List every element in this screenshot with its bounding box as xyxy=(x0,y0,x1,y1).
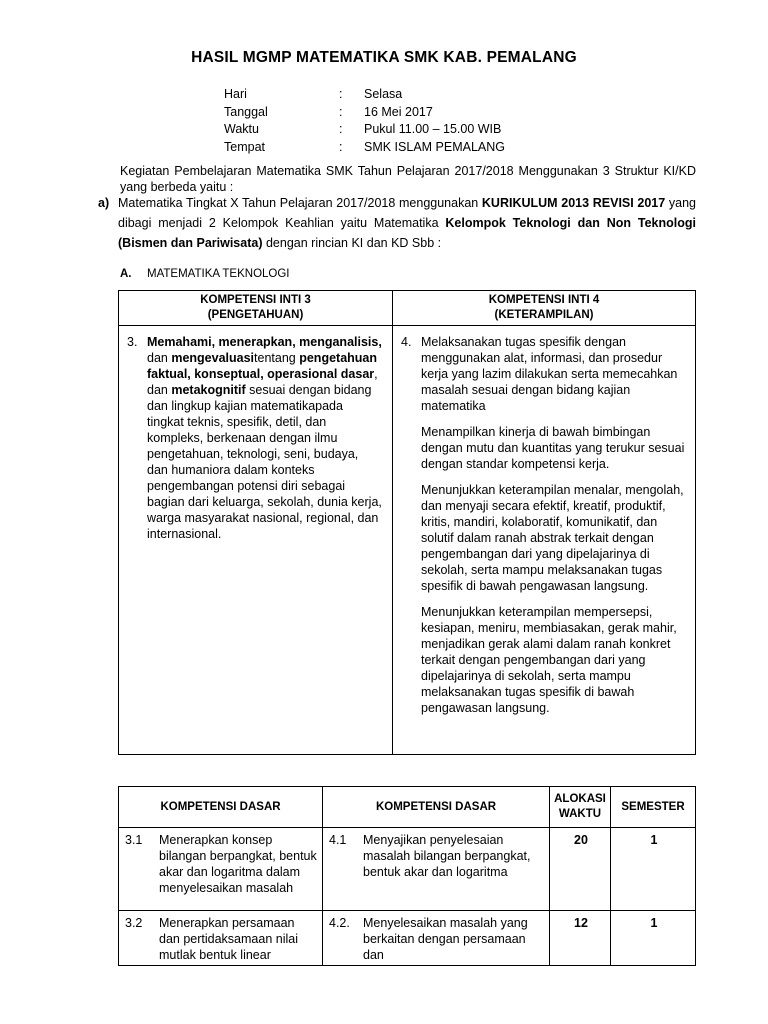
ki4-paragraph: Melaksanakan tugas spesifik dengan menggunakan alat, informasi, dan prosedur kerja yang lazim dilakukan serta memecahkan masalah sesuai dengan bidang kajian matematika xyxy=(421,335,678,413)
kd-text: Menyajikan penyelesaian masalah bilangan berpangkat, bentuk akar dan logaritma xyxy=(363,833,531,879)
ki4-paragraph: Menampilkan kinerja di bawah bimbingan dengan mutu dan kuantitas yang terukur sesuai dengan standar kompetensi kerja. xyxy=(421,425,685,471)
meta-value: 16 Mei 2017 xyxy=(364,104,433,119)
ki4-paragraph: Menunjukkan keterampilan mempersepsi, kesiapan, meniru, membiasakan, gerak mahir, menjadikan gerak alami dalam ranah konkret terkait dengan pengembangan dari yang dipelajarinya di sekolah, serta mampu melaksanakan tugas spesifik di bawah pengawasan langsung. xyxy=(421,605,677,715)
kd4-header: KOMPETENSI DASAR xyxy=(323,787,550,828)
text-run: Memahami, menerapkan, menganalisis, xyxy=(147,335,382,349)
meta-key: Hari xyxy=(224,87,247,101)
ki4-text xyxy=(421,334,685,726)
list-item-label: a) xyxy=(98,196,110,210)
semester-cell: 1 xyxy=(611,828,696,911)
header-line: KOMPETENSI INTI 4 xyxy=(488,294,600,306)
kd-number: 4.2. xyxy=(329,916,350,930)
meta-sep: : xyxy=(339,122,343,136)
document-title: HASIL MGMP MATEMATIKA SMK KAB. PEMALANG xyxy=(191,49,577,66)
meta-value: SMK ISLAM PEMALANG xyxy=(364,139,506,154)
ki3-text xyxy=(147,334,382,542)
kd4-cell xyxy=(323,911,550,966)
kd3-cell xyxy=(119,911,323,966)
ki-header-row xyxy=(119,291,696,326)
kd-text: Menerapkan persamaan dan pertidaksamaan nilai mutlak bentuk linear xyxy=(159,916,298,962)
table-row xyxy=(119,911,696,966)
kd-number: 3.1 xyxy=(125,833,143,847)
header-line: (PENGETAHUAN) xyxy=(207,309,304,321)
ki4-cell xyxy=(393,326,696,755)
curriculum-name: KURIKULUM 2013 REVISI 2017 xyxy=(481,196,666,210)
meta-key: Tempat xyxy=(224,139,265,154)
header-line: KOMPETENSI INTI 3 xyxy=(200,294,311,306)
text-run: dan xyxy=(147,351,172,365)
alokasi-waktu-cell: 12 xyxy=(550,911,611,966)
text-run: yang dibagi menjadi 2 Kelompok Keahlian yaitu Matematika xyxy=(118,196,696,230)
text-run: tentang xyxy=(254,351,300,365)
list-item-text xyxy=(118,193,696,253)
text-run: metakognitif xyxy=(171,383,246,397)
ki4-header xyxy=(393,291,696,326)
list-item-a xyxy=(98,195,696,253)
text-run: sesuai dengan bidang dan lingkup kajian matematikapada tingkat teknis, spesifik, detil, dan kompleks, berkenaan dengan ilmu pengetahuan, teknologi, seni, budaya, dan humaniora dalam konteks pengembangan potensi diri sebagai bagian dari keluarga, sekolah, dunia kerja, warga masyarakat nasional, regional, dan internasional. xyxy=(147,383,382,541)
meeting-info xyxy=(224,86,505,156)
ki3-cell xyxy=(119,326,393,755)
kd-text: Menerapkan konsep bilangan berpangkat, bentuk akar dan logaritma dalam menyelesaikan masalah xyxy=(159,833,317,895)
text-run: , dan xyxy=(147,367,378,397)
group-name: Kelompok Teknologi dan Non Teknologi (Bismen dan Pariwisata) xyxy=(118,216,696,250)
kd-number: 3.2 xyxy=(125,916,143,930)
text-run: pengetahuan faktual, konseptual, operasional dasar xyxy=(147,351,378,381)
ki4-number: 4. xyxy=(401,335,412,349)
ki-body-row xyxy=(119,326,696,755)
meta-key: Tanggal xyxy=(224,104,268,119)
section-heading-a xyxy=(120,266,290,282)
ki4-paragraph: Menunjukkan keterampilan menalar, mengolah, dan menyaji secara efektif, kreatif, produktif, kritis, mandiri, kolaboratif, komunikatif, dan solutif dalam ranah abstrak terkait dengan pengembangan dari yang dipelajarinya di sekolah, serta mampu melaksanakan tugas spesifik di bawah pengawasan langsung. xyxy=(421,483,684,593)
meta-row-tempat xyxy=(224,139,505,157)
text-run: dengan rincian KI dan KD Sbb : xyxy=(262,236,442,250)
text-run: mengevaluasi xyxy=(171,351,255,365)
meta-value: Selasa xyxy=(364,87,403,101)
kd-number: 4.1 xyxy=(329,833,347,847)
meta-sep: : xyxy=(339,87,343,101)
semester-header: SEMESTER xyxy=(611,787,696,828)
header-line: (KETERAMPILAN) xyxy=(494,309,594,321)
meta-row-waktu xyxy=(224,121,505,139)
meta-row-tanggal xyxy=(224,104,505,122)
section-label: A. xyxy=(120,268,132,280)
meta-row-hari xyxy=(224,86,505,104)
ki-table xyxy=(118,290,696,755)
alokasi-waktu-cell: 20 xyxy=(550,828,611,911)
text-run: Matematika Tingkat X Tahun Pelajaran 2017/2018 menggunakan xyxy=(118,196,482,210)
table-row xyxy=(119,828,696,911)
kd4-cell xyxy=(323,828,550,911)
intro-paragraph: Kegiatan Pembelajaran Matematika SMK Tahun Pelajaran 2017/2018 Menggunakan 3 Struktur KI/KD yang berbeda yaitu : xyxy=(120,164,696,194)
alokasi-header: ALOKASI WAKTU xyxy=(550,787,611,828)
meta-sep: : xyxy=(339,139,343,154)
kd-text: Menyelesaikan masalah yang berkaitan dengan persamaan dan xyxy=(363,916,528,962)
section-title: MATEMATIKA TEKNOLOGI xyxy=(147,268,290,280)
kd-table xyxy=(118,786,696,966)
kd3-cell xyxy=(119,828,323,911)
kd-header-row xyxy=(119,787,696,828)
semester-cell: 1 xyxy=(611,911,696,966)
kd3-header: KOMPETENSI DASAR xyxy=(119,787,323,828)
ki3-number: 3. xyxy=(127,335,138,349)
ki3-header xyxy=(119,291,393,326)
meta-key: Waktu xyxy=(224,122,259,136)
meta-sep: : xyxy=(339,104,343,119)
meta-value: Pukul 11.00 – 15.00 WIB xyxy=(364,122,502,136)
